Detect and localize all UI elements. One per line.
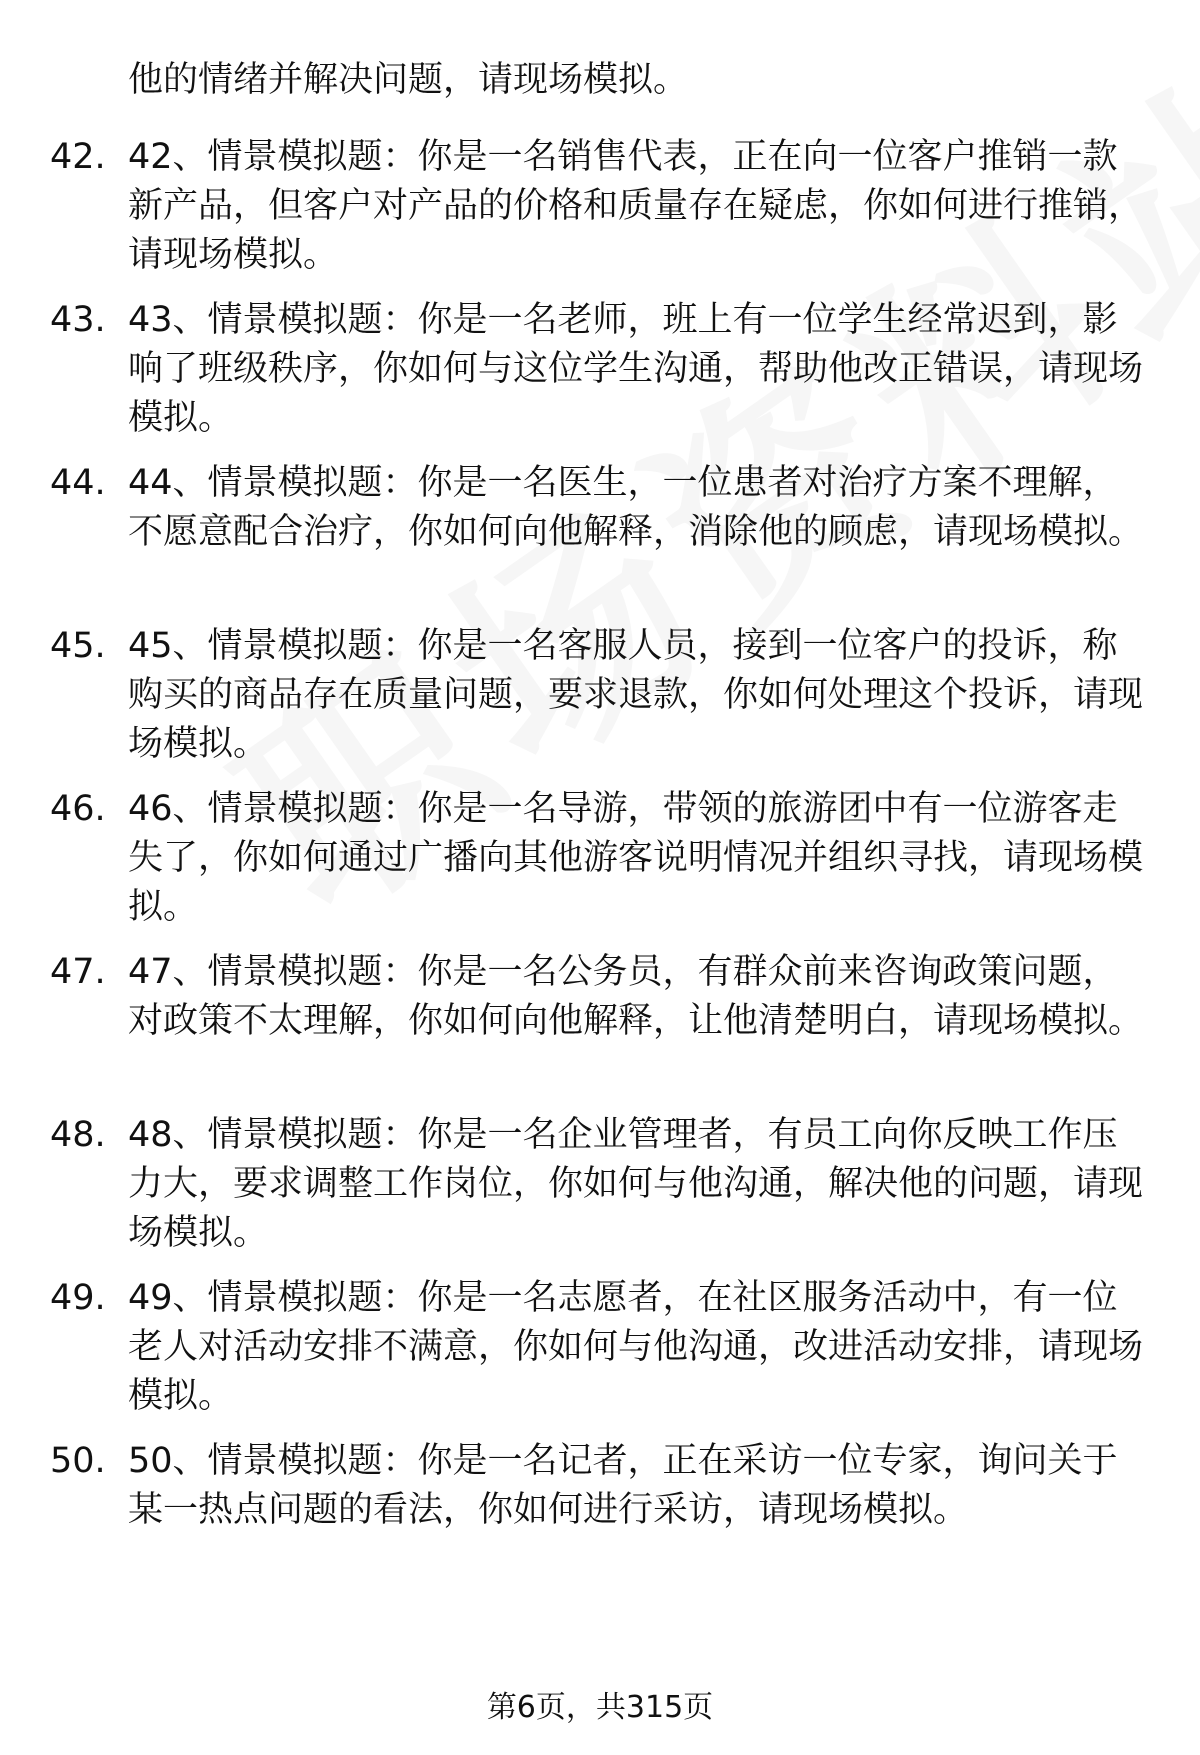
list-item-text: 47、情景模拟题：你是一名公务员，有群众前来咨询政策问题，对政策不太理解，你如何向他解释，让他清楚明白，请现场模拟。 <box>128 952 1144 1041</box>
list-item-text: 44、情景模拟题：你是一名医生，一位患者对治疗方案不理解，不愿意配合治疗，你如何向他解释，消除他的顾虑，请现场模拟。 <box>128 463 1144 552</box>
list-item-text: 49、情景模拟题：你是一名志愿者，在社区服务活动中，有一位老人对活动安排不满意，你如何与他沟通，改进活动安排，请现场模拟。 <box>128 1278 1144 1416</box>
list-item-text: 45、情景模拟题：你是一名客服人员，接到一位客户的投诉，称购买的商品存在质量问题，要求退款，你如何处理这个投诉，请现场模拟。 <box>128 626 1144 764</box>
list-item-number: 46. <box>50 789 106 829</box>
list-item-number: 42. <box>50 137 106 177</box>
list-item-text: 43、情景模拟题：你是一名老师，班上有一位学生经常迟到，影响了班级秩序，你如何与这位学生沟通，帮助他改正错误，请现场模拟。 <box>128 300 1144 438</box>
list-item-number: 50. <box>50 1441 106 1481</box>
list-item-number: 47. <box>50 952 106 992</box>
page-number: 第6页，共315页 <box>486 1690 714 1725</box>
list-item-text: 46、情景模拟题：你是一名导游，带领的旅游团中有一位游客走失了，你如何通过广播向其他游客说明情况并组织寻找，请现场模拟。 <box>128 789 1144 927</box>
list-item-number: 44. <box>50 463 106 503</box>
list-item-text: 42、情景模拟题：你是一名销售代表，正在向一位客户推销一款新产品，但客户对产品的价格和质量存在疑虑，你如何进行推销，请现场模拟。 <box>128 137 1144 275</box>
list-item-number: 45. <box>50 626 106 666</box>
list-item-text: 50、情景模拟题：你是一名记者，正在采访一位专家，询问关于某一热点问题的看法，你如何进行采访，请现场模拟。 <box>128 1441 1118 1530</box>
list-item-number: 49. <box>50 1278 106 1318</box>
list-item-number: 48. <box>50 1115 106 1155</box>
continued-question-text: 他的情绪并解决问题，请现场模拟。 <box>128 60 689 100</box>
list-item-text: 48、情景模拟题：你是一名企业管理者，有员工向你反映工作压力大，要求调整工作岗位，你如何与他沟通，解决他的问题，请现场模拟。 <box>128 1115 1144 1253</box>
list-item-number: 43. <box>50 300 106 340</box>
